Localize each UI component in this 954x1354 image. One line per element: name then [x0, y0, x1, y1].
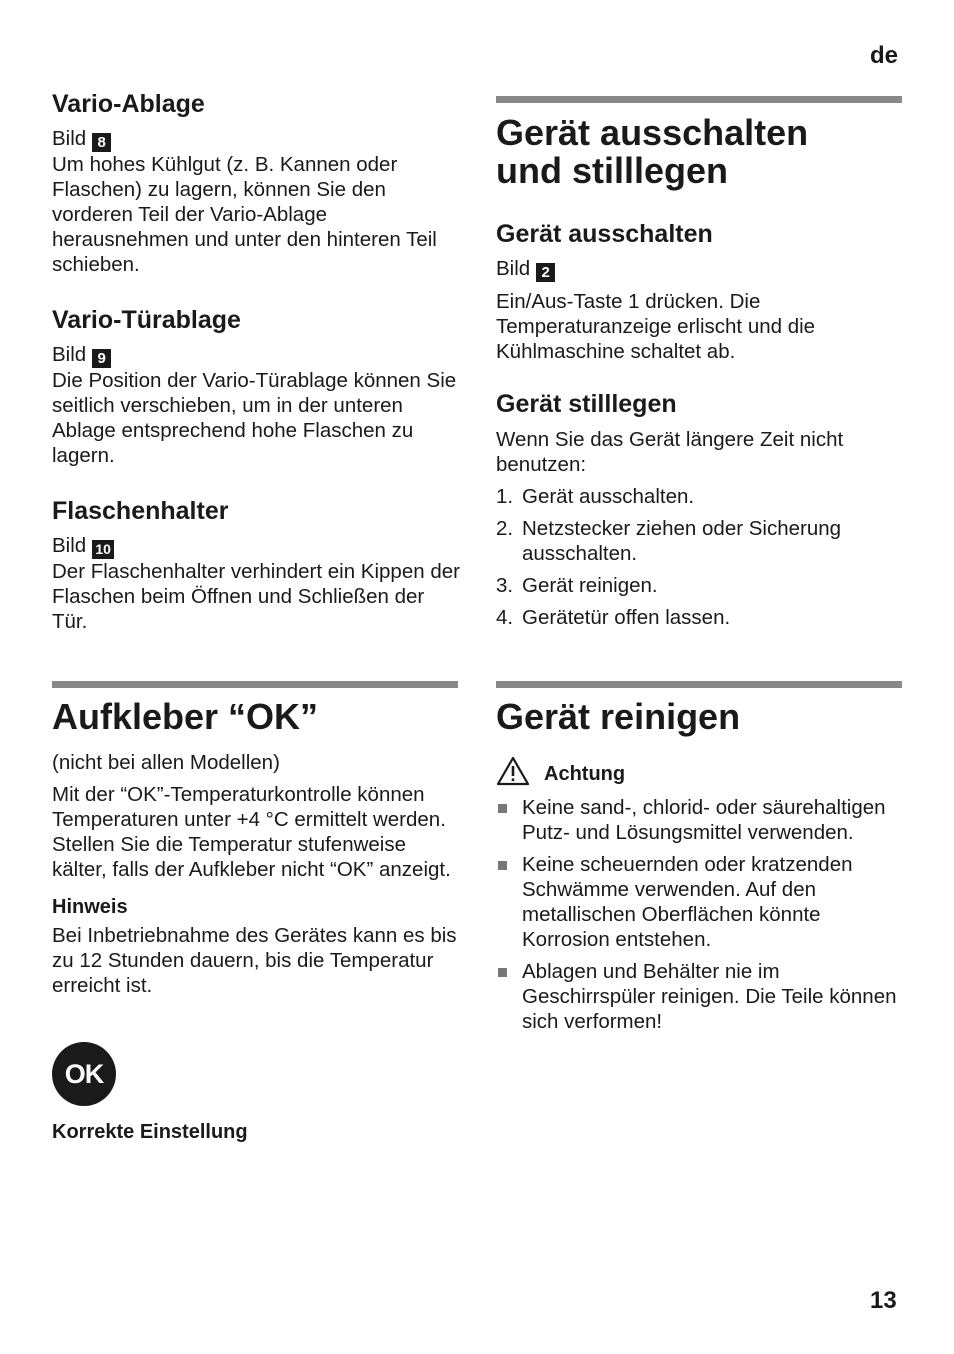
- heading-geraet-stilllegen: Gerät stilllegen: [496, 390, 677, 418]
- page-number: 13: [870, 1287, 897, 1314]
- heading-vario-ablage: Vario-Ablage: [52, 90, 205, 118]
- figure-number-badge: 9: [92, 349, 111, 368]
- figure-reference: Bild 8: [52, 126, 462, 152]
- section-vario-tuerablage: [52, 305, 462, 468]
- figure-number-badge: 2: [536, 263, 555, 282]
- figure-reference: Bild 10: [52, 533, 462, 559]
- figure-reference: Bild 2: [496, 256, 906, 282]
- section-vario-ablage: [52, 89, 462, 277]
- heading-aufkleber-ok: Aufkleber “OK”: [52, 696, 319, 737]
- section-geraet-reinigen: [496, 698, 906, 1041]
- section-divider: [52, 681, 458, 688]
- section-aufkleber-ok: [52, 698, 462, 998]
- bullet-square-icon: [498, 968, 507, 977]
- heading-ausschalten-stilllegen: Gerät ausschalten und stilllegen: [496, 112, 809, 191]
- paragraph-aufkleber: Mit der “OK”-Temperaturkontrolle können Temperaturen unter +4 °C ermittelt werden. Stellen Sie die Temperatur stufenweise kälter, falls der Aufkleber nicht “OK” anzeigt.: [52, 783, 451, 881]
- figure-number-badge: 8: [92, 133, 111, 152]
- paragraph-hinweis: Bei Inbetriebnahme des Gerätes kann es bis zu 12 Stunden dauern, bis die Temperatur erreicht ist.: [52, 924, 457, 997]
- list-item: 3. Gerät reinigen.: [496, 574, 658, 597]
- paragraph-vario-ablage: Um hohes Kühlgut (z. B. Kannen oder Flaschen) zu lagern, können Sie den vorderen Teil der Vario-Ablage herausnehmen und unter den hinteren Teil schieben.: [52, 153, 437, 276]
- section-divider: [496, 96, 902, 103]
- figure-reference: Bild 9: [52, 342, 462, 368]
- paragraph-stilllegen-intro: Wenn Sie das Gerät längere Zeit nicht benutzen:: [496, 428, 844, 476]
- list-item: Keine sand-, chlorid- oder säurehaltigen Putz- und Lösungsmittel verwenden.: [496, 795, 906, 845]
- section-flaschenhalter: [52, 496, 462, 634]
- note-models: (nicht bei allen Modellen): [52, 751, 280, 774]
- heading-vario-tuerablage: Vario-Türablage: [52, 306, 241, 334]
- paragraph-flaschenhalter: Der Flaschenhalter verhindert ein Kippen der Flaschen beim Öffnen und Schließen der Tür.: [52, 560, 460, 633]
- list-item: Ablagen und Behälter nie im Geschirrspüler reinigen. Die Teile können sich verformen!: [496, 959, 906, 1034]
- paragraph-vario-tuerablage: Die Position der Vario-Türablage können Sie seitlich verschieben, um in der unteren Ablage entsprechend hohe Flaschen zu lagern.: [52, 369, 457, 467]
- steps-list: [496, 484, 906, 630]
- section-divider: [496, 681, 902, 688]
- heading-geraet-reinigen: Gerät reinigen: [496, 696, 741, 737]
- heading-flaschenhalter: Flaschenhalter: [52, 497, 229, 525]
- list-item: 4. Gerätetür offen lassen.: [496, 606, 731, 629]
- warning-bullet-list: [496, 795, 906, 1034]
- figure-number-badge: 10: [92, 540, 114, 559]
- section-ausschalten-stilllegen: [496, 114, 906, 637]
- warning-triangle-icon: [496, 756, 530, 786]
- hinweis-label: Hinweis: [52, 896, 128, 918]
- list-item: Keine scheuernden oder kratzenden Schwämme verwenden. Auf den metallischen Oberflächen könnte Korrosion entstehen.: [496, 852, 906, 952]
- list-item: 2. Netzstecker ziehen oder Sicherung ausschalten.: [496, 517, 842, 565]
- ok-sticker-icon: OK: [52, 1042, 116, 1106]
- list-item: 1. Gerät ausschalten.: [496, 485, 695, 508]
- warning-label: Achtung: [544, 763, 626, 785]
- heading-geraet-ausschalten: Gerät ausschalten: [496, 220, 713, 248]
- paragraph-ausschalten: Ein/Aus-Taste 1 drücken. Die Temperaturanzeige erlischt und die Kühlmaschine schaltet ab.: [496, 290, 816, 363]
- bullet-square-icon: [498, 861, 507, 870]
- warning-row: [496, 754, 906, 787]
- bullet-square-icon: [498, 804, 507, 813]
- caption-korrekte-einstellung: Korrekte Einstellung: [52, 1121, 248, 1143]
- language-code: de: [870, 42, 899, 69]
